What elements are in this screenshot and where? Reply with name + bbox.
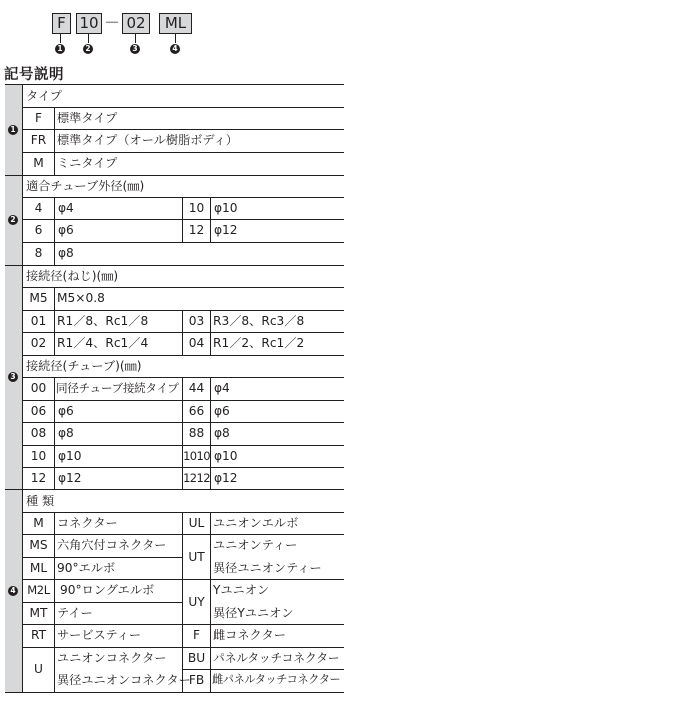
s3-tube-code-00: 00 [30,381,47,395]
s3-tube-code-12: 12 [30,471,47,485]
section-3-header-thread: 接続径(ねじ)(㎜) [26,269,119,283]
section-1-header: タイプ [26,89,62,103]
s4-code-rt: RT [30,628,47,642]
s4-desc-u-1: ユニオンコネクター [57,651,167,665]
s3-tube-desc-08: φ8 [58,426,74,440]
s4-desc-f: 雌コネクター [213,628,286,642]
s3-tube-desc-00: 同径チューブ接続タイプ [56,381,179,395]
s2-value-4: φ12 [214,223,238,237]
s1-code-1: F [34,111,42,125]
s1-desc-2: 標準タイプ（オール樹脂ボディ） [57,133,238,147]
s2-value-2: φ10 [214,201,238,215]
s4-desc-m2l: 90°ロングエルボ [60,583,155,597]
s4-code-m: M [33,516,44,530]
s3-thread-desc-04: R1／2、Rc1／2 [213,336,305,350]
s2-value-3: φ6 [58,223,74,237]
s3-tube-code-1212: 1212 [183,471,210,485]
s2-value-5: φ8 [58,246,74,260]
s3-tube-desc-1212: φ12 [214,471,238,485]
s3-tube-code-88: 88 [188,426,205,440]
s2-code-1: 4 [34,201,43,215]
s3-tube-code-06: 06 [30,404,47,418]
s4-desc-ut-1: ユニオンティー [213,538,298,552]
section-4-marker-icon: 4 [8,586,18,596]
s4-desc-ut-2: 異径ユニオンティー [213,561,322,575]
s4-code-m2l: M2L [27,583,50,597]
s4-code-bu: BU [187,651,206,665]
s4-code-ms: MS [29,538,48,552]
s3-thread-code-03: 03 [188,314,205,328]
s3-thread-desc-m5: M5×0.8 [57,291,105,305]
s4-desc-ml: 90°エルボ [57,561,116,575]
s3-tube-code-08: 08 [30,426,47,440]
s4-code-ul: UL [188,516,205,530]
code-part-tube: 10 [76,13,102,34]
s4-desc-uy-1: Yユニオン [213,583,270,597]
s3-tube-code-1010: 1010 [183,449,210,463]
s1-code-3: M [33,156,44,170]
s4-desc-ul: ユニオンエルボ [213,516,299,530]
s4-code-fb: FB [188,673,205,687]
s3-tube-code-10: 10 [30,449,47,463]
s3-tube-code-44: 44 [188,381,205,395]
s2-value-1: φ4 [58,201,74,215]
s1-code-2: FR [30,133,47,147]
s4-code-mt: MT [29,606,48,620]
s2-code-5: 8 [34,246,43,260]
marker-4-icon: 4 [170,44,180,54]
s3-tube-desc-1010: φ10 [214,449,238,463]
s4-code-f: F [192,628,200,642]
s3-thread-desc-01: R1／8、Rc1／8 [57,314,149,328]
s2-code-2: 10 [188,201,205,215]
s3-tube-code-66: 66 [188,404,205,418]
s4-desc-fb: 雌パネルタッチコネクター [212,673,341,686]
s1-desc-1: 標準タイプ [57,111,118,125]
section-2-marker-icon: 2 [8,215,18,225]
s3-thread-desc-03: R3／8、Rc3／8 [213,314,305,328]
marker-1-icon: 1 [55,44,65,54]
s4-code-u: U [34,662,43,676]
s3-thread-desc-02: R1／4、Rc1／4 [57,336,149,350]
s4-desc-u-2: 異径ユニオンコネクター [57,673,191,687]
s4-desc-m: コネクター [57,516,118,530]
s2-code-3: 6 [34,223,43,237]
section-1-marker-icon: 1 [8,125,18,135]
s3-tube-desc-12: φ12 [58,471,82,485]
code-part-port: 02 [122,13,150,34]
s4-code-ml: ML [29,561,48,575]
s3-tube-desc-66: φ6 [214,404,230,418]
s3-tube-desc-44: φ4 [214,381,230,395]
s4-desc-rt: サービスティー [57,628,142,642]
s3-tube-desc-06: φ6 [58,404,74,418]
s4-desc-ms: 六角穴付コネクター [57,538,167,552]
s2-code-4: 12 [188,223,205,237]
code-part-kind: ML [159,13,192,34]
s3-thread-code-m5: M5 [29,291,48,305]
s4-code-ut: UT [188,550,205,564]
s3-tube-desc-88: φ8 [214,426,230,440]
s1-desc-3: ミニタイプ [57,156,118,170]
section-3-marker-icon: 3 [8,372,18,382]
s4-desc-bu: パネルタッチコネクター [213,651,340,665]
section-3-header-tube: 接続径(チューブ)(㎜) [26,359,142,373]
s3-tube-desc-10: φ10 [58,449,82,463]
section-4-header: 種 類 [26,494,55,508]
s4-desc-mt: テイー [57,606,93,620]
s4-code-uy: UY [188,595,205,609]
s3-thread-code-04: 04 [188,336,205,350]
marker-3-icon: 3 [130,44,140,54]
code-dash: － [104,13,121,32]
section-2-header: 適合チューブ外径(㎜) [26,179,145,193]
page-title: 記号説明 [4,67,64,83]
s3-thread-code-02: 02 [30,336,47,350]
marker-2-icon: 2 [83,44,93,54]
code-part-type: F [52,13,71,34]
s3-thread-code-01: 01 [30,314,47,328]
s4-desc-uy-2: 異径Yユニオン [213,606,294,620]
